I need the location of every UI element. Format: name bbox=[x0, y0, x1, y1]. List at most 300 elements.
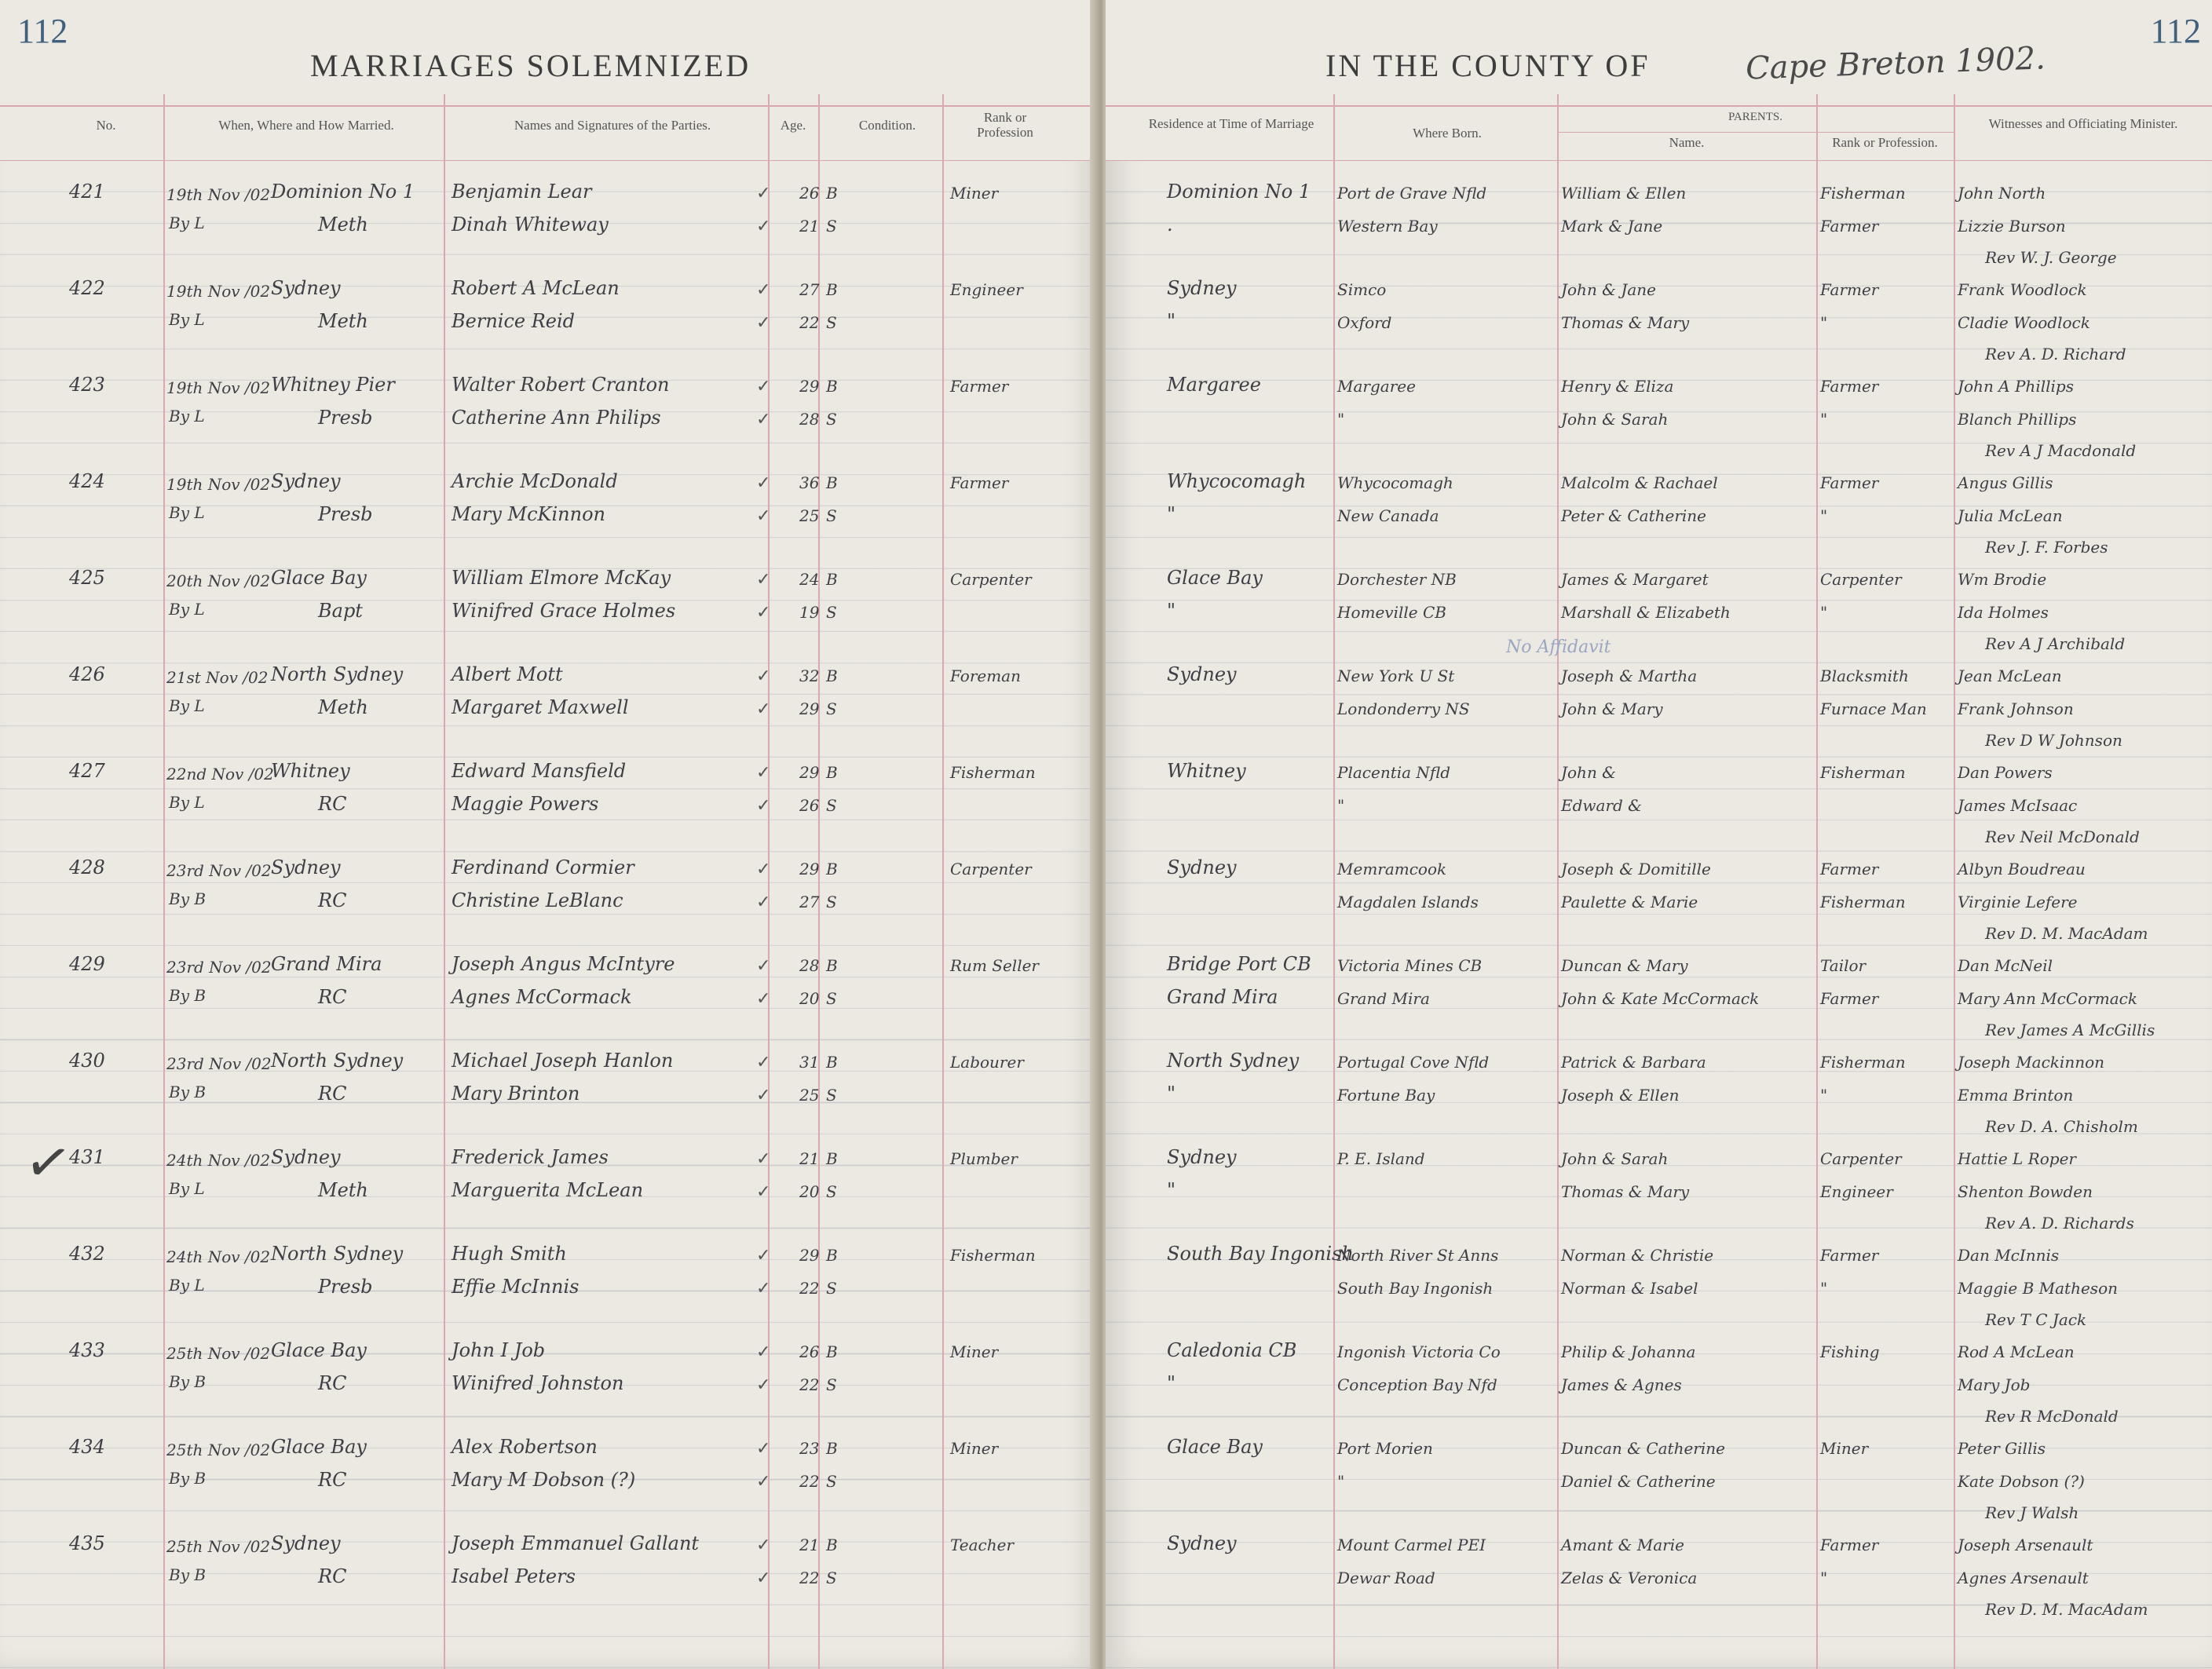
officiating-minister: Rev A. D. Richard bbox=[1985, 345, 2126, 363]
bride-parents: John & Sarah bbox=[1561, 410, 1669, 429]
bride-tick: ✓ bbox=[756, 796, 771, 816]
groom-age: 27 bbox=[799, 280, 820, 299]
groom-parents-rank: Carpenter bbox=[1820, 570, 1902, 589]
groom-parents-rank: Farmer bbox=[1820, 473, 1879, 492]
col-header-witnesses: Witnesses and Officiating Minister. bbox=[1988, 116, 2178, 131]
witness-two: Virginie Lefere bbox=[1958, 893, 2078, 911]
bride-residence: " bbox=[1167, 1372, 1176, 1394]
groom-name: William Elmore McKay bbox=[452, 567, 671, 589]
bride-residence: " bbox=[1167, 600, 1176, 622]
groom-residence: Dominion No 1 bbox=[1167, 181, 1311, 203]
groom-tick: ✓ bbox=[756, 1342, 771, 1362]
bride-parents: Joseph & Ellen bbox=[1561, 1086, 1680, 1105]
bride-name: Mary McKinnon bbox=[452, 503, 605, 525]
bride-condition: S bbox=[826, 893, 837, 911]
groom-age: 21 bbox=[799, 1149, 820, 1168]
denomination: RC bbox=[318, 889, 347, 911]
marriage-place: Sydney bbox=[271, 856, 341, 878]
groom-parents-rank: Fisherman bbox=[1820, 1053, 1906, 1072]
groom-parents: Joseph & Martha bbox=[1561, 667, 1698, 685]
groom-residence: Sydney bbox=[1167, 663, 1237, 685]
groom-parents: John & bbox=[1561, 763, 1616, 782]
groom-tick: ✓ bbox=[756, 184, 771, 203]
groom-profession: Miner bbox=[950, 184, 999, 203]
entry-number: 430 bbox=[69, 1050, 105, 1072]
groom-birthplace: Whycocomagh bbox=[1337, 473, 1453, 492]
groom-parents-rank: Fisherman bbox=[1820, 763, 1906, 782]
witness-two: Kate Dobson (?) bbox=[1958, 1472, 2085, 1491]
groom-residence: North Sydney bbox=[1167, 1050, 1300, 1072]
bride-name: Catherine Ann Philips bbox=[452, 407, 661, 429]
groom-age: 31 bbox=[799, 1053, 820, 1072]
bride-tick: ✓ bbox=[756, 893, 771, 912]
groom-birthplace: Victoria Mines CB bbox=[1337, 956, 1483, 975]
bride-condition: S bbox=[826, 603, 837, 622]
bride-name: Christine LeBlanc bbox=[452, 889, 623, 911]
groom-tick: ✓ bbox=[756, 1149, 771, 1169]
bride-parents: Daniel & Catherine bbox=[1561, 1472, 1716, 1491]
bride-parents-rank: " bbox=[1820, 410, 1828, 429]
marriage-place: Sydney bbox=[271, 1146, 341, 1168]
officiating-minister: Rev R McDonald bbox=[1985, 1407, 2119, 1426]
bride-age: 27 bbox=[799, 893, 820, 911]
marriage-place: Grand Mira bbox=[271, 953, 382, 975]
bride-tick: ✓ bbox=[756, 313, 771, 333]
marriage-method: By L bbox=[169, 407, 205, 425]
bride-condition: S bbox=[826, 217, 837, 236]
bride-condition: S bbox=[826, 1569, 837, 1587]
officiating-minister: Rev A. D. Richards bbox=[1985, 1214, 2134, 1233]
witness-one: John North bbox=[1958, 184, 2046, 203]
bride-age: 25 bbox=[799, 506, 820, 525]
groom-parents-rank: Farmer bbox=[1820, 1536, 1879, 1554]
groom-age: 28 bbox=[799, 956, 820, 975]
entry-number: 433 bbox=[69, 1339, 105, 1361]
groom-name: Edward Mansfield bbox=[452, 760, 627, 782]
bride-tick: ✓ bbox=[756, 989, 771, 1009]
entry-number: 429 bbox=[69, 953, 105, 975]
bride-condition: S bbox=[826, 313, 837, 332]
groom-name: John I Job bbox=[452, 1339, 546, 1361]
groom-profession: Engineer bbox=[950, 280, 1023, 299]
bride-parents-rank: " bbox=[1820, 603, 1828, 622]
marriage-date: 25th Nov /02 bbox=[166, 1441, 271, 1459]
groom-profession: Teacher bbox=[950, 1536, 1015, 1554]
groom-condition: B bbox=[826, 280, 838, 299]
bride-birthplace: Dewar Road bbox=[1337, 1569, 1435, 1587]
entry-number: 425 bbox=[69, 567, 105, 589]
denomination: RC bbox=[318, 986, 347, 1008]
groom-residence: Whitney bbox=[1167, 760, 1246, 782]
witness-two: Frank Johnson bbox=[1958, 699, 2074, 718]
marriage-method: By B bbox=[169, 1469, 207, 1488]
bride-parents: Thomas & Mary bbox=[1561, 313, 1690, 332]
groom-residence: Sydney bbox=[1167, 1532, 1237, 1554]
groom-parents: Duncan & Mary bbox=[1561, 956, 1688, 975]
marriage-date: 19th Nov /02 bbox=[166, 185, 271, 204]
witness-one: Hattie L Roper bbox=[1958, 1149, 2076, 1168]
witness-two: Emma Brinton bbox=[1958, 1086, 2074, 1105]
officiating-minister: Rev James A McGillis bbox=[1985, 1021, 2155, 1039]
groom-profession: Labourer bbox=[950, 1053, 1024, 1072]
col-header-no: No. bbox=[96, 118, 116, 133]
bride-residence: " bbox=[1167, 1083, 1176, 1105]
entry-number: 427 bbox=[69, 760, 105, 782]
groom-name: Frederick James bbox=[452, 1146, 609, 1168]
entry-number: 421 bbox=[69, 181, 105, 203]
groom-name: Robert A McLean bbox=[452, 277, 620, 299]
marriage-date: 23rd Nov /02 bbox=[166, 958, 272, 977]
denomination: Presb bbox=[318, 1276, 373, 1298]
bride-parents-rank: Farmer bbox=[1820, 989, 1879, 1008]
witness-two: Maggie B Matheson bbox=[1958, 1279, 2118, 1298]
col-header-parents-rank: Rank or Profession. bbox=[1832, 135, 1938, 150]
denomination: Meth bbox=[318, 696, 368, 718]
bride-tick: ✓ bbox=[756, 217, 771, 236]
groom-condition: B bbox=[826, 956, 838, 975]
groom-profession: Farmer bbox=[950, 377, 1009, 396]
entry-number: 435 bbox=[69, 1532, 105, 1554]
groom-tick: ✓ bbox=[756, 1053, 771, 1072]
bride-residence: . bbox=[1167, 214, 1173, 236]
witness-one: Albyn Boudreau bbox=[1958, 860, 2086, 878]
bride-parents-rank: Farmer bbox=[1820, 217, 1879, 236]
groom-profession: Fisherman bbox=[950, 763, 1036, 782]
groom-parents-rank: Farmer bbox=[1820, 860, 1879, 878]
witness-one: Frank Woodlock bbox=[1958, 280, 2087, 299]
denomination: Bapt bbox=[318, 600, 363, 622]
groom-birthplace: Dorchester NB bbox=[1337, 570, 1457, 589]
groom-name: Hugh Smith bbox=[452, 1243, 567, 1265]
groom-condition: B bbox=[826, 377, 838, 396]
groom-parents-rank: Blacksmith bbox=[1820, 667, 1909, 685]
page-number-right: 112 bbox=[2150, 12, 2201, 50]
witness-one: Joseph Mackinnon bbox=[1958, 1053, 2105, 1072]
marriage-date: 20th Nov /02 bbox=[166, 572, 271, 590]
officiating-minister: Rev J Walsh bbox=[1985, 1503, 2079, 1522]
groom-parents: Malcolm & Rachael bbox=[1561, 473, 1718, 492]
bride-age: 22 bbox=[799, 1472, 820, 1491]
witness-one: Dan McInnis bbox=[1958, 1246, 2060, 1265]
bride-tick: ✓ bbox=[756, 410, 771, 429]
marriage-date: 19th Nov /02 bbox=[166, 282, 271, 301]
witness-two: Mary Job bbox=[1958, 1375, 2031, 1394]
marriage-place: Glace Bay bbox=[271, 1339, 367, 1361]
groom-age: 29 bbox=[799, 377, 820, 396]
entry-number: 431 bbox=[69, 1146, 105, 1168]
bride-name: Mary Brinton bbox=[452, 1083, 580, 1105]
groom-profession: Fisherman bbox=[950, 1246, 1036, 1265]
groom-condition: B bbox=[826, 667, 838, 685]
groom-profession: Foreman bbox=[950, 667, 1021, 685]
witness-one: John A Phillips bbox=[1958, 377, 2074, 396]
groom-tick: ✓ bbox=[756, 570, 771, 590]
bride-parents: Marshall & Elizabeth bbox=[1561, 603, 1731, 622]
witness-one: Peter Gillis bbox=[1958, 1439, 2046, 1458]
groom-tick: ✓ bbox=[756, 860, 771, 879]
marriage-date: 22nd Nov /02 bbox=[166, 765, 274, 783]
groom-birthplace: North River St Anns bbox=[1337, 1246, 1499, 1265]
bride-age: 20 bbox=[799, 989, 820, 1008]
bride-tick: ✓ bbox=[756, 603, 771, 623]
bride-birthplace: Magdalen Islands bbox=[1337, 893, 1479, 911]
bride-birthplace: Oxford bbox=[1337, 313, 1392, 332]
witness-one: Jean McLean bbox=[1958, 667, 2062, 685]
bride-condition: S bbox=[826, 1375, 837, 1394]
bride-parents: John & Kate McCormack bbox=[1561, 989, 1760, 1008]
county-name: Cape Breton 1902. bbox=[1745, 40, 2046, 87]
bride-age: 29 bbox=[799, 699, 820, 718]
entry-number: 432 bbox=[69, 1243, 105, 1265]
groom-parents: John & Jane bbox=[1561, 280, 1656, 299]
marriage-date: 23rd Nov /02 bbox=[166, 861, 272, 880]
bride-age: 25 bbox=[799, 1086, 820, 1105]
marriage-method: By B bbox=[169, 1083, 207, 1101]
marriage-date: 24th Nov /02 bbox=[166, 1151, 271, 1170]
bride-age: 22 bbox=[799, 1569, 820, 1587]
bride-tick: ✓ bbox=[756, 1569, 771, 1588]
bride-birthplace: Fortune Bay bbox=[1337, 1086, 1435, 1105]
officiating-minister: Rev D. A. Chisholm bbox=[1985, 1117, 2138, 1136]
witness-two: James McIsaac bbox=[1958, 796, 2078, 815]
bride-name: Winifred Johnston bbox=[452, 1372, 624, 1394]
bride-tick: ✓ bbox=[756, 1472, 771, 1492]
marriage-place: North Sydney bbox=[271, 663, 404, 685]
entry-number: 424 bbox=[69, 470, 105, 492]
groom-profession: Miner bbox=[950, 1439, 999, 1458]
bride-name: Margaret Maxwell bbox=[452, 696, 629, 718]
right-page bbox=[1106, 0, 2212, 1669]
bride-name: Mary M Dobson (?) bbox=[452, 1469, 636, 1491]
marriage-method: By L bbox=[169, 696, 205, 715]
groom-residence: South Bay Ingonish bbox=[1167, 1243, 1354, 1265]
denomination: Meth bbox=[318, 310, 368, 332]
groom-condition: B bbox=[826, 184, 838, 203]
groom-tick: ✓ bbox=[756, 1439, 771, 1459]
groom-birthplace: Ingonish Victoria Co bbox=[1337, 1342, 1501, 1361]
bride-parents: Edward & bbox=[1561, 796, 1642, 815]
groom-age: 29 bbox=[799, 860, 820, 878]
groom-age: 26 bbox=[799, 1342, 820, 1361]
bride-name: Bernice Reid bbox=[452, 310, 576, 332]
groom-parents: Henry & Eliza bbox=[1561, 377, 1674, 396]
bride-tick: ✓ bbox=[756, 506, 771, 526]
groom-residence: Glace Bay bbox=[1167, 1436, 1263, 1458]
groom-tick: ✓ bbox=[756, 377, 771, 396]
bride-parents: Thomas & Mary bbox=[1561, 1182, 1690, 1201]
marriage-method: By B bbox=[169, 986, 207, 1005]
witness-one: Rod A McLean bbox=[1958, 1342, 2075, 1361]
groom-parents-rank: Farmer bbox=[1820, 377, 1879, 396]
groom-birthplace: Port Morien bbox=[1337, 1439, 1433, 1458]
denomination: Presb bbox=[318, 407, 373, 429]
groom-parents-rank: Fishing bbox=[1820, 1342, 1880, 1361]
officiating-minister: Rev T C Jack bbox=[1985, 1310, 2087, 1329]
groom-parents: Amant & Marie bbox=[1561, 1536, 1684, 1554]
bride-birthplace: Homeville CB bbox=[1337, 603, 1446, 622]
bride-parents: Peter & Catherine bbox=[1561, 506, 1706, 525]
groom-residence: Whycocomagh bbox=[1167, 470, 1307, 492]
col-header-parents: PARENTS. bbox=[1728, 111, 1783, 123]
groom-condition: B bbox=[826, 1053, 838, 1072]
groom-residence: Margaree bbox=[1167, 374, 1261, 396]
bride-name: Agnes McCormack bbox=[452, 986, 632, 1008]
groom-name: Benjamin Lear bbox=[452, 181, 592, 203]
witness-one: Angus Gillis bbox=[1958, 473, 2053, 492]
entry-number: 434 bbox=[69, 1436, 105, 1458]
officiating-minister: Rev J. F. Forbes bbox=[1985, 538, 2108, 557]
groom-condition: B bbox=[826, 1536, 838, 1554]
marriage-method: By L bbox=[169, 600, 205, 619]
bride-parents-rank: Furnace Man bbox=[1820, 699, 1927, 718]
bride-condition: S bbox=[826, 796, 837, 815]
groom-parents-rank: Miner bbox=[1820, 1439, 1869, 1458]
groom-profession: Rum Seller bbox=[950, 956, 1039, 975]
marriage-place: North Sydney bbox=[271, 1050, 404, 1072]
officiating-minister: Rev W. J. George bbox=[1985, 248, 2117, 267]
bride-condition: S bbox=[826, 989, 837, 1008]
bride-tick: ✓ bbox=[756, 1279, 771, 1298]
witness-two: Ida Holmes bbox=[1958, 603, 2049, 622]
groom-parents: Philip & Johanna bbox=[1561, 1342, 1696, 1361]
col-header-parents-name: Name. bbox=[1669, 135, 1705, 150]
marriage-place: Sydney bbox=[271, 1532, 341, 1554]
marriage-place: Whitney bbox=[271, 760, 350, 782]
bride-tick: ✓ bbox=[756, 1086, 771, 1105]
groom-parents-rank: Tailor bbox=[1820, 956, 1866, 975]
marriage-method: By B bbox=[169, 1372, 207, 1391]
groom-age: 36 bbox=[799, 473, 820, 492]
marriage-date: 19th Nov /02 bbox=[166, 378, 271, 397]
marriage-place: Dominion No 1 bbox=[271, 181, 415, 203]
groom-condition: B bbox=[826, 860, 838, 878]
witness-two: Lizzie Burson bbox=[1958, 217, 2066, 236]
col-header-rank: Rank or Profession bbox=[977, 110, 1033, 140]
groom-tick: ✓ bbox=[756, 1246, 771, 1265]
no-affidavit-note: No Affidavit bbox=[1506, 637, 1611, 657]
bride-parents-rank: " bbox=[1820, 1569, 1828, 1587]
bride-parents: Zelas & Veronica bbox=[1561, 1569, 1698, 1587]
groom-name: Joseph Angus McIntyre bbox=[452, 953, 675, 975]
groom-birthplace: P. E. Island bbox=[1337, 1149, 1425, 1168]
groom-tick: ✓ bbox=[756, 763, 771, 783]
bride-residence: " bbox=[1167, 503, 1176, 525]
marriage-method: By L bbox=[169, 310, 205, 329]
groom-birthplace: Memramcook bbox=[1337, 860, 1447, 878]
groom-residence: Glace Bay bbox=[1167, 567, 1263, 589]
witness-one: Wm Brodie bbox=[1958, 570, 2047, 589]
groom-condition: B bbox=[826, 1149, 838, 1168]
witness-two: Mary Ann McCormack bbox=[1958, 989, 2137, 1008]
bride-birthplace: South Bay Ingonish bbox=[1337, 1279, 1494, 1298]
bride-name: Marguerita McLean bbox=[452, 1179, 644, 1201]
marriage-place: Glace Bay bbox=[271, 567, 367, 589]
groom-birthplace: Port de Grave Nfld bbox=[1337, 184, 1487, 203]
col-header-born: Where Born. bbox=[1413, 126, 1482, 141]
bride-parents-rank: " bbox=[1820, 1279, 1828, 1298]
bride-age: 22 bbox=[799, 1279, 820, 1298]
bride-name: Effie McInnis bbox=[452, 1276, 580, 1298]
witness-two: Shenton Bowden bbox=[1958, 1182, 2093, 1201]
groom-name: Joseph Emmanuel Gallant bbox=[452, 1532, 700, 1554]
groom-profession: Plumber bbox=[950, 1149, 1018, 1168]
entry-number: 423 bbox=[69, 374, 105, 396]
groom-condition: B bbox=[826, 1342, 838, 1361]
groom-tick: ✓ bbox=[756, 956, 771, 976]
groom-parents: Joseph & Domitille bbox=[1561, 860, 1711, 878]
groom-birthplace: Placentia Nfld bbox=[1337, 763, 1451, 782]
groom-tick: ✓ bbox=[756, 667, 771, 686]
entry-number: 422 bbox=[69, 277, 105, 299]
marriage-place: Glace Bay bbox=[271, 1436, 367, 1458]
bride-tick: ✓ bbox=[756, 1375, 771, 1395]
groom-condition: B bbox=[826, 1439, 838, 1458]
bride-age: 28 bbox=[799, 410, 820, 429]
groom-parents: William & Ellen bbox=[1561, 184, 1687, 203]
marriage-date: 25th Nov /02 bbox=[166, 1344, 271, 1363]
marriage-method: By L bbox=[169, 214, 205, 232]
groom-condition: B bbox=[826, 1246, 838, 1265]
groom-residence: Bridge Port CB bbox=[1167, 953, 1311, 975]
marriage-date: 23rd Nov /02 bbox=[166, 1054, 272, 1073]
col-header-residence: Residence at Time of Marriage bbox=[1148, 116, 1314, 131]
marriage-method: By B bbox=[169, 1565, 207, 1584]
bride-age: 20 bbox=[799, 1182, 820, 1201]
groom-profession: Miner bbox=[950, 1342, 999, 1361]
groom-name: Ferdinand Cormier bbox=[452, 856, 634, 878]
marriage-date: 24th Nov /02 bbox=[166, 1247, 271, 1266]
marriage-date: 21st Nov /02 bbox=[166, 668, 269, 687]
marriage-method: By L bbox=[169, 793, 205, 812]
denomination: RC bbox=[318, 1565, 347, 1587]
groom-tick: ✓ bbox=[756, 1536, 771, 1555]
col-header-names: Names and Signatures of the Parties. bbox=[514, 118, 711, 133]
groom-age: 32 bbox=[799, 667, 820, 685]
bride-birthplace: Londonderry NS bbox=[1337, 699, 1470, 718]
marriage-method: By L bbox=[169, 503, 205, 522]
groom-residence: Caledonia CB bbox=[1167, 1339, 1297, 1361]
groom-parents: James & Margaret bbox=[1561, 570, 1709, 589]
officiating-minister: Rev D. M. MacAdam bbox=[1985, 924, 2148, 943]
bride-birthplace: Western Bay bbox=[1337, 217, 1438, 236]
witness-two: Blanch Phillips bbox=[1958, 410, 2077, 429]
groom-profession: Carpenter bbox=[950, 570, 1032, 589]
groom-parents: Norman & Christie bbox=[1561, 1246, 1714, 1265]
groom-condition: B bbox=[826, 763, 838, 782]
bride-residence: " bbox=[1167, 1179, 1176, 1201]
officiating-minister: Rev A J Archibald bbox=[1985, 634, 2126, 653]
groom-name: Michael Joseph Hanlon bbox=[452, 1050, 674, 1072]
groom-birthplace: Portugal Cove Nfld bbox=[1337, 1053, 1490, 1072]
officiating-minister: Rev D W Johnson bbox=[1985, 731, 2122, 750]
groom-name: Walter Robert Cranton bbox=[452, 374, 670, 396]
bride-parents-rank: Engineer bbox=[1820, 1182, 1893, 1201]
bride-age: 26 bbox=[799, 796, 820, 815]
bride-birthplace: " bbox=[1337, 1472, 1345, 1491]
groom-birthplace: Mount Carmel PEI bbox=[1337, 1536, 1486, 1554]
groom-condition: B bbox=[826, 570, 838, 589]
bride-parents: Mark & Jane bbox=[1561, 217, 1663, 236]
groom-age: 23 bbox=[799, 1439, 820, 1458]
groom-parents-rank: Carpenter bbox=[1820, 1149, 1902, 1168]
bride-parents-rank: Fisherman bbox=[1820, 893, 1906, 911]
witness-one: Joseph Arsenault bbox=[1958, 1536, 2093, 1554]
page-title-left: MARRIAGES SOLEMNIZED bbox=[310, 48, 751, 83]
bride-tick: ✓ bbox=[756, 699, 771, 719]
denomination: RC bbox=[318, 1083, 347, 1105]
denomination: RC bbox=[318, 1372, 347, 1394]
denomination: RC bbox=[318, 1469, 347, 1491]
